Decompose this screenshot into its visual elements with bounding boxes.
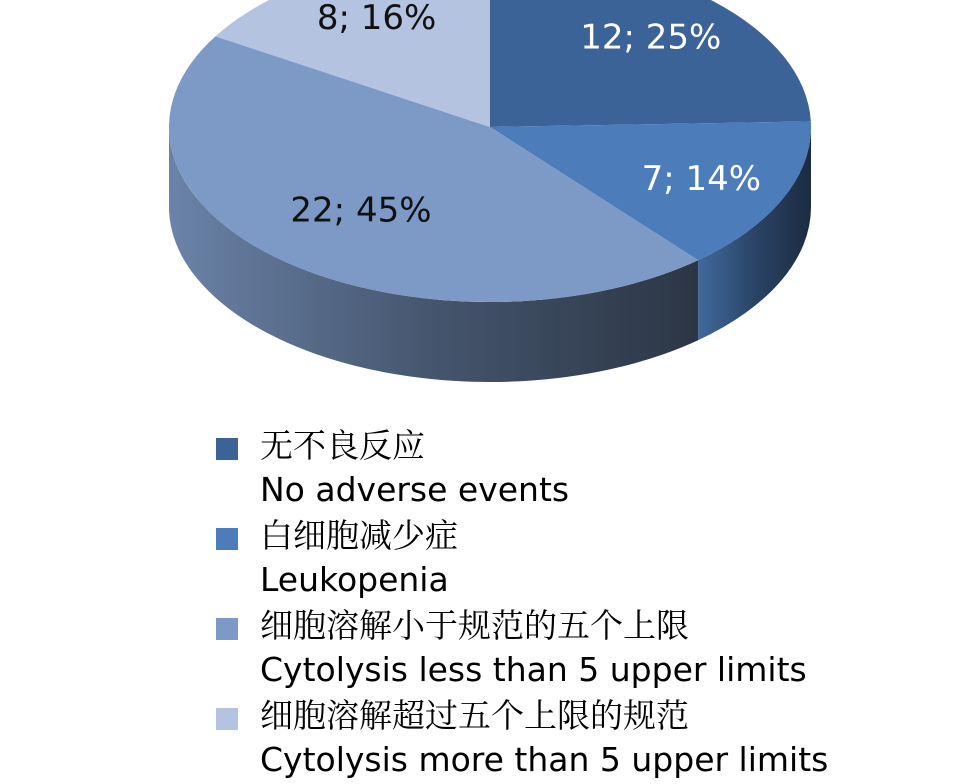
- legend-label-cn: 细胞溶解超过五个上限的规范: [260, 696, 689, 735]
- slice-data-label: 8; 16%: [316, 0, 437, 39]
- legend-label-en: Leukopenia: [260, 560, 449, 599]
- legend-swatch: [216, 438, 238, 460]
- slice-data-label: 7; 14%: [641, 159, 762, 200]
- legend-swatch: [216, 528, 238, 550]
- legend-swatch: [216, 618, 238, 640]
- slice-data-label: 22; 45%: [290, 190, 432, 231]
- legend-label-cn: 无不良反应: [260, 426, 425, 465]
- slice-data-label: 12; 25%: [580, 17, 722, 58]
- legend-label-cn: 白细胞减少症: [260, 516, 458, 555]
- legend-label-en: Cytolysis more than 5 upper limits: [260, 740, 829, 779]
- legend-swatch: [216, 708, 238, 730]
- legend-label-cn: 细胞溶解小于规范的五个上限: [260, 606, 689, 645]
- legend-label-en: Cytolysis less than 5 upper limits: [260, 650, 807, 689]
- legend-label-en: No adverse events: [260, 470, 570, 509]
